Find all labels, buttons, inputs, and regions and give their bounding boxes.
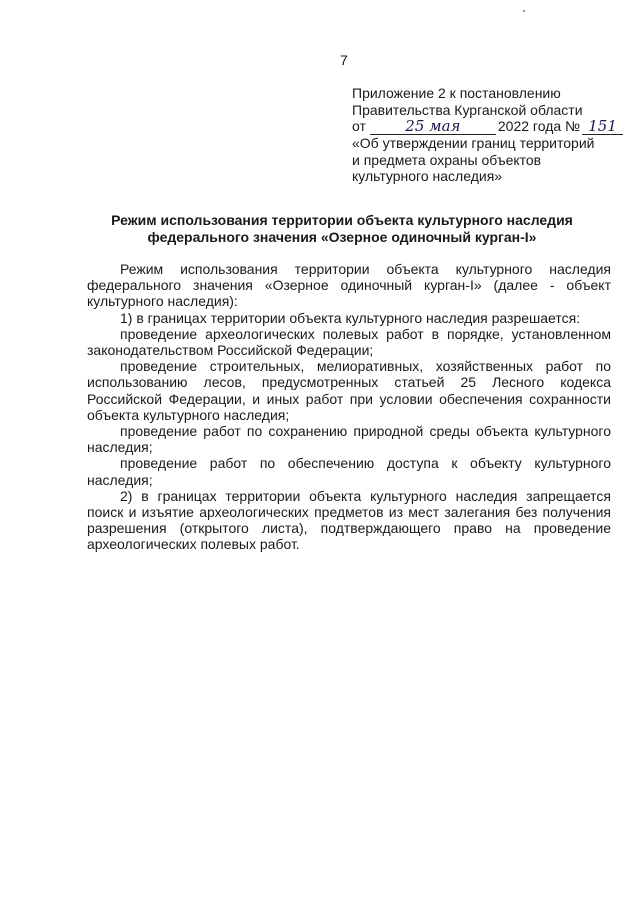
title-line-2: федерального значения «Озерное одиночный курган-I»	[147, 229, 537, 245]
paragraph: Режим использования территории объекта культурного наследия федерального значения «Озерное одиночный курган-I» (далее - объект культурного наследия):	[87, 261, 611, 310]
paragraph: 2) в границах территории объекта культурного наследия запрещается поиск и изъятие археологических предметов из мест залегания без получения разрешения (открытого листа), подтверждающего право на проведение археологических полевых работ.	[87, 487, 611, 553]
page-number: 7	[340, 52, 348, 68]
paragraph: проведение археологических полевых работ в порядке, установленном законодательством Российской Федерации;	[87, 325, 611, 359]
scan-dot	[523, 10, 525, 12]
title-line-1: Режим использования территории объекта культурного наследия	[111, 212, 573, 228]
appendix-line-1: Приложение 2 к постановлению	[352, 85, 561, 101]
paragraph: проведение работ по обеспечению доступа к объекту культурного наследия;	[87, 455, 611, 488]
year-text: 2022 года №	[497, 118, 581, 134]
appendix-line-4: «Об утверждении границ территорий	[352, 135, 595, 151]
paragraph: проведение работ по сохранению природной среды объекта культурного наследия;	[87, 423, 611, 456]
paragraph: проведение строительных, мелиоративных, хозяйственных работ по использованию лесов, предусмотренных статьей 25 Лесного кодекса Российской Федерации, и иных работ при условии обеспечения сохранности объекта культурного наследия;	[87, 358, 611, 423]
handwritten-number: 151	[582, 120, 623, 135]
handwritten-date: 25 мая	[370, 120, 496, 135]
document-body	[87, 261, 611, 553]
appendix-line-6: культурного наследия»	[352, 168, 503, 184]
appendix-header	[352, 85, 622, 185]
appendix-line-2: Правительства Курганской области	[352, 101, 583, 118]
paragraph: 1) в границах территории объекта культурного наследия разрешается:	[120, 309, 581, 326]
appendix-line-5: и предмета охраны объектов	[352, 151, 542, 168]
document-title	[60, 212, 624, 246]
appendix-date-line	[352, 118, 622, 135]
date-prefix: от	[352, 118, 366, 134]
